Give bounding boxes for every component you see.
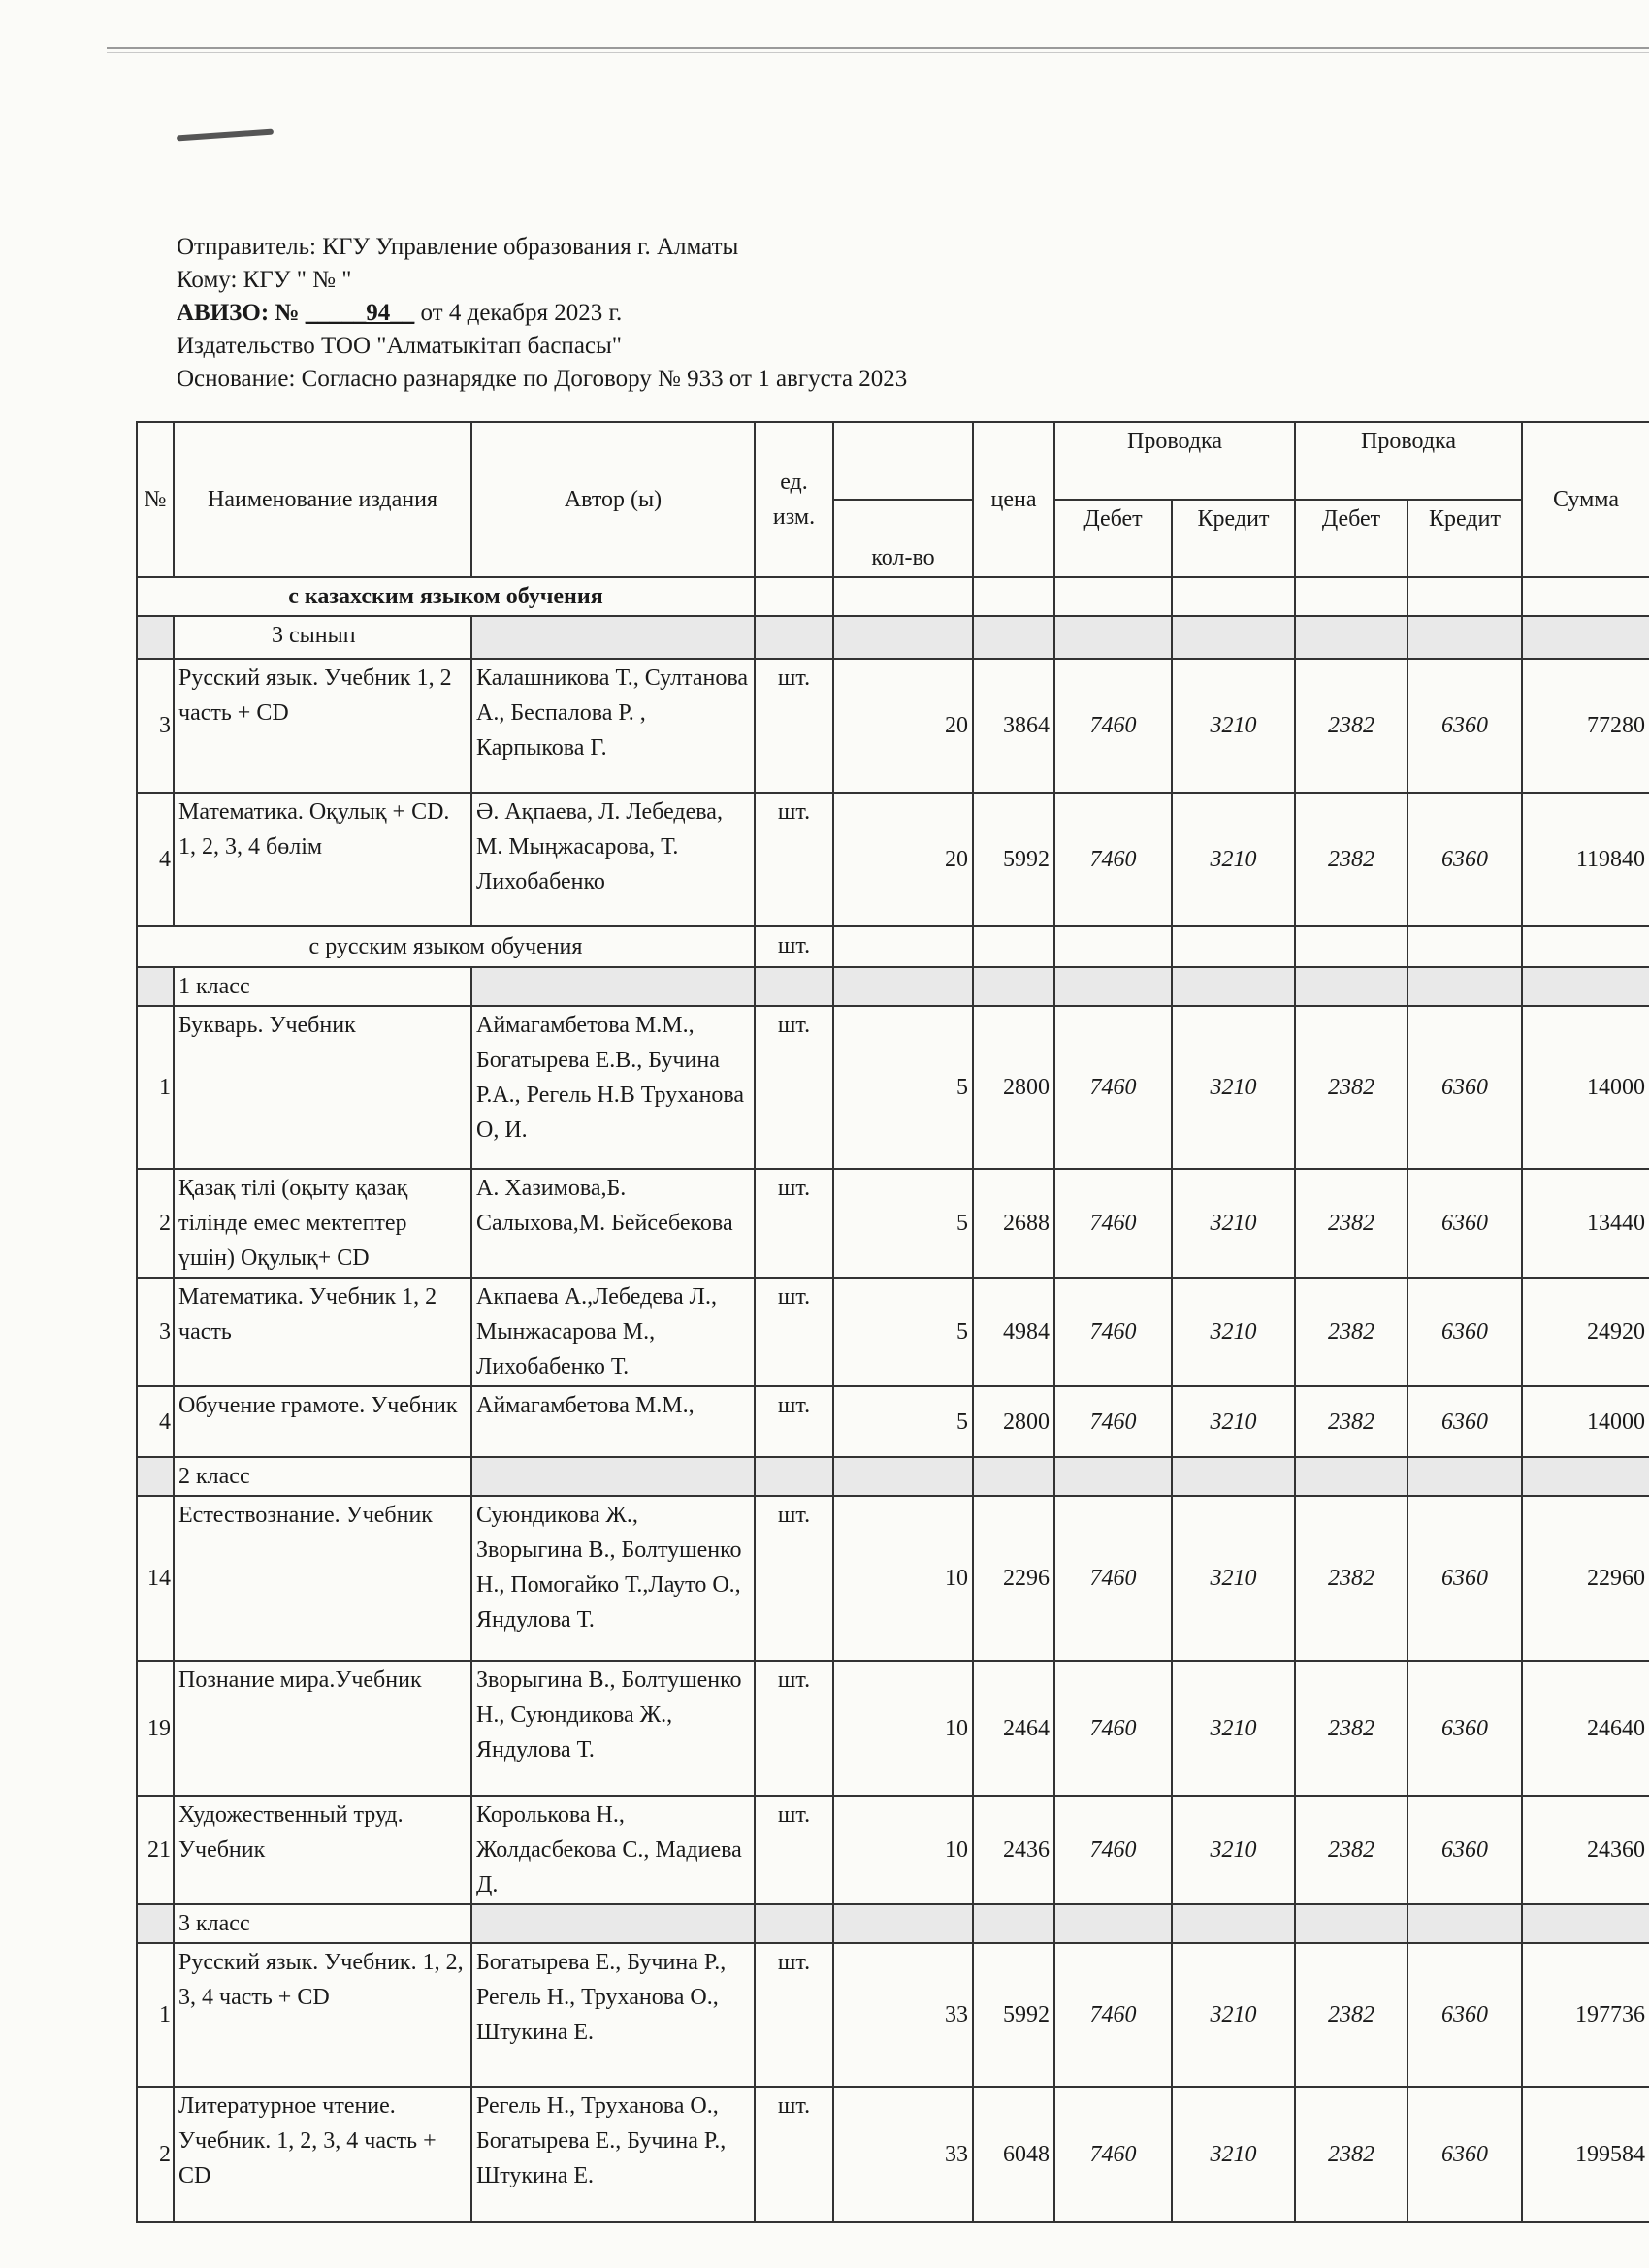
table-row xyxy=(137,1943,1649,2087)
row-author: Аймагамбетова М.М., Богатырева Е.В., Бучина Р.А., Регель Н.В Труханова О, И. xyxy=(471,1006,755,1169)
col-header-price: цена xyxy=(973,422,1054,577)
row-author: А. Хазимова,Б. Салыхова,М. Бейсебекова xyxy=(471,1169,755,1278)
grade-empty-cell xyxy=(1172,967,1295,1006)
col-header-qty: кол-во xyxy=(833,500,973,577)
row-sum: 197736 xyxy=(1522,1943,1649,2087)
row-price: 6048 xyxy=(973,2087,1054,2222)
row-author: Королькова Н., Жолдасбекова С., Мадиева Д. xyxy=(471,1796,755,1904)
row-debit-1: 7460 xyxy=(1054,793,1172,926)
row-title: Русский язык. Учебник. 1, 2, 3, 4 часть + CD xyxy=(174,1943,471,2087)
section-empty-cell xyxy=(1172,926,1295,967)
col-header-qty-top xyxy=(833,422,973,500)
row-qty: 10 xyxy=(833,1496,973,1661)
basis-line: Основание: Согласно разнарядке по Договору № 933 от 1 августа 2023 xyxy=(177,366,908,392)
row-debit-2: 2382 xyxy=(1295,1278,1407,1386)
section-empty-cell xyxy=(1407,577,1522,616)
row-credit-2: 6360 xyxy=(1407,1661,1522,1796)
section-unit: шт. xyxy=(755,926,833,967)
grade-empty-cell xyxy=(755,1904,833,1943)
row-debit-2: 2382 xyxy=(1295,1661,1407,1796)
table-row xyxy=(137,2087,1649,2222)
row-qty: 5 xyxy=(833,1169,973,1278)
row-sum: 24920 xyxy=(1522,1278,1649,1386)
grade-empty-cell xyxy=(1522,967,1649,1006)
grade-empty-cell xyxy=(755,1457,833,1496)
row-debit-1: 7460 xyxy=(1054,1006,1172,1169)
row-author: Ә. Ақпаева, Л. Лебедева, М. Мыңжасарова, Т. Лихобабенко xyxy=(471,793,755,926)
section-empty-cell xyxy=(973,577,1054,616)
table-row xyxy=(137,1661,1649,1796)
row-unit: шт. xyxy=(755,2087,833,2222)
row-qty: 20 xyxy=(833,793,973,926)
row-title: Художественный труд. Учебник xyxy=(174,1796,471,1904)
grade-empty-cell xyxy=(1054,616,1172,659)
row-price: 2800 xyxy=(973,1006,1054,1169)
row-credit-2: 6360 xyxy=(1407,1796,1522,1904)
row-credit-1: 3210 xyxy=(1172,1278,1295,1386)
grade-empty-cell xyxy=(973,1904,1054,1943)
row-sum: 22960 xyxy=(1522,1496,1649,1661)
grade-row xyxy=(137,616,1649,659)
section-empty-cell xyxy=(1054,577,1172,616)
row-unit: шт. xyxy=(755,1278,833,1386)
section-empty-cell xyxy=(833,926,973,967)
row-debit-2: 2382 xyxy=(1295,1006,1407,1169)
row-debit-1: 7460 xyxy=(1054,1169,1172,1278)
grade-label: 2 класс xyxy=(174,1457,471,1496)
row-debit-1: 7460 xyxy=(1054,1943,1172,2087)
col-header-debit-1: Дебет xyxy=(1054,500,1172,577)
col-header-sum: Сумма xyxy=(1522,422,1649,577)
row-author: Калашникова Т., Султанова А., Беспалова Р. , Карпыкова Г. xyxy=(471,659,755,793)
row-qty: 33 xyxy=(833,2087,973,2222)
col-header-name: Наименование издания xyxy=(174,422,471,577)
grade-empty-cell xyxy=(755,967,833,1006)
avizo-line xyxy=(177,297,907,330)
row-qty: 10 xyxy=(833,1796,973,1904)
section-empty-cell xyxy=(1407,926,1522,967)
row-author: Суюндикова Ж., Зворыгина В., Болтушенко Н., Помогайко Т.,Лауто О., Яндулова Т. xyxy=(471,1496,755,1661)
section-title: с казахским языком обучения xyxy=(137,577,755,616)
row-credit-1: 3210 xyxy=(1172,793,1295,926)
grade-empty-cell xyxy=(1295,1457,1407,1496)
section-empty-cell xyxy=(1522,926,1649,967)
grade-empty-cell xyxy=(1295,967,1407,1006)
row-debit-2: 2382 xyxy=(1295,1943,1407,2087)
row-sum: 77280 xyxy=(1522,659,1649,793)
row-sum: 199584 xyxy=(1522,2087,1649,2222)
row-sum: 14000 xyxy=(1522,1006,1649,1169)
section-empty-cell xyxy=(973,926,1054,967)
row-price: 5992 xyxy=(973,1943,1054,2087)
row-qty: 20 xyxy=(833,659,973,793)
row-author: Регель Н., Труханова О., Богатырева Е., Бучина Р., Штукина Е. xyxy=(471,2087,755,2222)
section-empty-cell xyxy=(1172,577,1295,616)
row-unit: шт. xyxy=(755,659,833,793)
row-debit-2: 2382 xyxy=(1295,1496,1407,1661)
row-credit-2: 6360 xyxy=(1407,1386,1522,1457)
row-qty: 5 xyxy=(833,1006,973,1169)
grade-empty-cell xyxy=(833,616,973,659)
grade-empty-cell xyxy=(1407,616,1522,659)
grade-row xyxy=(137,967,1649,1006)
row-debit-2: 2382 xyxy=(1295,1386,1407,1457)
row-qty: 5 xyxy=(833,1278,973,1386)
row-title: Қазақ тілі (оқыту қазақ тілінде емес мектептер үшін) Оқулық+ CD xyxy=(174,1169,471,1278)
row-credit-2: 6360 xyxy=(1407,1278,1522,1386)
row-sum: 24640 xyxy=(1522,1661,1649,1796)
row-number: 2 xyxy=(137,1169,174,1278)
table-body xyxy=(137,577,1649,2222)
grade-empty-cell xyxy=(471,1457,755,1496)
row-debit-1: 7460 xyxy=(1054,1496,1172,1661)
row-credit-2: 6360 xyxy=(1407,1169,1522,1278)
row-credit-2: 6360 xyxy=(1407,659,1522,793)
row-debit-1: 7460 xyxy=(1054,2087,1172,2222)
row-unit: шт. xyxy=(755,1943,833,2087)
row-sum: 119840 xyxy=(1522,793,1649,926)
grade-row xyxy=(137,1457,1649,1496)
grade-empty-cell xyxy=(1522,1457,1649,1496)
top-scan-rule xyxy=(107,47,1649,49)
row-qty: 10 xyxy=(833,1661,973,1796)
row-price: 2436 xyxy=(973,1796,1054,1904)
row-unit: шт. xyxy=(755,1796,833,1904)
section-empty-cell xyxy=(1522,577,1649,616)
grade-empty-cell xyxy=(973,967,1054,1006)
row-unit: шт. xyxy=(755,793,833,926)
grade-empty-cell xyxy=(471,1904,755,1943)
row-title: Познание мира.Учебник xyxy=(174,1661,471,1796)
row-price: 5992 xyxy=(973,793,1054,926)
row-debit-1: 7460 xyxy=(1054,1796,1172,1904)
grade-empty-cell xyxy=(1054,1457,1172,1496)
avizo-number: _____94__ xyxy=(305,300,415,326)
row-credit-1: 3210 xyxy=(1172,1496,1295,1661)
sender-line: Отправитель: КГУ Управление образования г. Алматы xyxy=(177,234,739,260)
row-debit-1: 7460 xyxy=(1054,659,1172,793)
row-debit-1: 7460 xyxy=(1054,1661,1172,1796)
grade-empty-cell xyxy=(755,616,833,659)
grade-empty-no xyxy=(137,1904,174,1943)
row-sum: 13440 xyxy=(1522,1169,1649,1278)
header-row-top xyxy=(137,422,1649,500)
grade-empty-cell xyxy=(833,1457,973,1496)
row-title: Русский язык. Учебник 1, 2 часть + CD xyxy=(174,659,471,793)
row-debit-1: 7460 xyxy=(1054,1386,1172,1457)
row-qty: 33 xyxy=(833,1943,973,2087)
row-author: Акпаева А.,Лебедева Л., Мынжасарова М., Лихобабенко Т. xyxy=(471,1278,755,1386)
grade-empty-cell xyxy=(1054,1904,1172,1943)
row-sum: 24360 xyxy=(1522,1796,1649,1904)
row-qty: 5 xyxy=(833,1386,973,1457)
row-unit: шт. xyxy=(755,1496,833,1661)
row-price: 2296 xyxy=(973,1496,1054,1661)
row-credit-2: 6360 xyxy=(1407,2087,1522,2222)
row-unit: шт. xyxy=(755,1169,833,1278)
row-number: 3 xyxy=(137,659,174,793)
col-header-author: Автор (ы) xyxy=(471,422,755,577)
grade-empty-cell xyxy=(1522,1904,1649,1943)
row-author: Богатырева Е., Бучина Р., Регель Н., Труханова О., Штукина Е. xyxy=(471,1943,755,2087)
section-empty-cell xyxy=(1295,926,1407,967)
avizo-label: АВИЗО: № xyxy=(177,300,300,326)
row-debit-2: 2382 xyxy=(1295,1796,1407,1904)
grade-label: 3 класс xyxy=(174,1904,471,1943)
row-credit-1: 3210 xyxy=(1172,659,1295,793)
row-unit: шт. xyxy=(755,1661,833,1796)
row-number: 4 xyxy=(137,793,174,926)
grade-empty-cell xyxy=(973,616,1054,659)
grade-empty-cell xyxy=(1295,616,1407,659)
grade-empty-cell xyxy=(1172,1457,1295,1496)
row-unit: шт. xyxy=(755,1006,833,1169)
col-header-no: № xyxy=(137,422,174,577)
grade-empty-cell xyxy=(1172,616,1295,659)
section-title: с русским языком обучения xyxy=(137,926,755,967)
row-credit-1: 3210 xyxy=(1172,1943,1295,2087)
col-header-posting-1: Проводка xyxy=(1054,422,1295,500)
document-header xyxy=(177,231,907,396)
row-number: 19 xyxy=(137,1661,174,1796)
grade-empty-cell xyxy=(833,967,973,1006)
col-header-credit-1: Кредит xyxy=(1172,500,1295,577)
avizo-table xyxy=(136,421,1649,2223)
row-number: 3 xyxy=(137,1278,174,1386)
row-credit-2: 6360 xyxy=(1407,1943,1522,2087)
col-header-posting-2: Проводка xyxy=(1295,422,1522,500)
row-title: Математика. Оқулық + CD. 1, 2, 3, 4 бөлім xyxy=(174,793,471,926)
row-credit-2: 6360 xyxy=(1407,1496,1522,1661)
grade-empty-cell xyxy=(833,1904,973,1943)
row-number: 14 xyxy=(137,1496,174,1661)
staple-mark xyxy=(177,129,274,142)
row-title: Литературное чтение. Учебник. 1, 2, 3, 4 часть + CD xyxy=(174,2087,471,2222)
row-price: 2800 xyxy=(973,1386,1054,1457)
grade-empty-cell xyxy=(1295,1904,1407,1943)
grade-empty-cell xyxy=(1172,1904,1295,1943)
recipient-line: Кому: КГУ " № " xyxy=(177,267,352,293)
table-row xyxy=(137,793,1649,926)
row-debit-1: 7460 xyxy=(1054,1278,1172,1386)
grade-empty-cell xyxy=(471,967,755,1006)
grade-empty-cell xyxy=(973,1457,1054,1496)
grade-empty-cell xyxy=(1407,1457,1522,1496)
row-debit-2: 2382 xyxy=(1295,2087,1407,2222)
row-price: 2688 xyxy=(973,1169,1054,1278)
row-number: 2 xyxy=(137,2087,174,2222)
row-price: 2464 xyxy=(973,1661,1054,1796)
table-row xyxy=(137,1796,1649,1904)
grade-label: 1 класс xyxy=(174,967,471,1006)
avizo-date: от 4 декабря 2023 г. xyxy=(420,300,623,326)
col-header-credit-2: Кредит xyxy=(1407,500,1522,577)
publisher-line: Издательство ТОО "Алматыкітап баспасы" xyxy=(177,333,623,359)
row-credit-1: 3210 xyxy=(1172,1169,1295,1278)
row-credit-1: 3210 xyxy=(1172,1661,1295,1796)
section-empty-cell xyxy=(1295,577,1407,616)
row-author: Аймагамбетова М.М., xyxy=(471,1386,755,1457)
grade-empty-cell xyxy=(471,616,755,659)
col-header-debit-2: Дебет xyxy=(1295,500,1407,577)
row-unit: шт. xyxy=(755,1386,833,1457)
row-debit-2: 2382 xyxy=(1295,1169,1407,1278)
row-price: 4984 xyxy=(973,1278,1054,1386)
row-number: 1 xyxy=(137,1943,174,2087)
grade-empty-no xyxy=(137,616,174,659)
table-row xyxy=(137,1496,1649,1661)
table-row xyxy=(137,1006,1649,1169)
grade-empty-cell xyxy=(1407,967,1522,1006)
col-header-unit: ед. изм. xyxy=(755,422,833,577)
row-title: Обучение грамоте. Учебник xyxy=(174,1386,471,1457)
section-empty-cell xyxy=(833,577,973,616)
grade-empty-cell xyxy=(1407,1904,1522,1943)
row-author: Зворыгина В., Болтушенко Н., Суюндикова Ж., Яндулова Т. xyxy=(471,1661,755,1796)
grade-empty-no xyxy=(137,967,174,1006)
row-number: 4 xyxy=(137,1386,174,1457)
row-credit-1: 3210 xyxy=(1172,1006,1295,1169)
table-row xyxy=(137,1169,1649,1278)
section-empty-cell xyxy=(1054,926,1172,967)
row-credit-1: 3210 xyxy=(1172,2087,1295,2222)
grade-empty-cell xyxy=(1054,967,1172,1006)
row-sum: 14000 xyxy=(1522,1386,1649,1457)
section-row xyxy=(137,926,1649,967)
row-credit-2: 6360 xyxy=(1407,793,1522,926)
row-title: Букварь. Учебник xyxy=(174,1006,471,1169)
row-credit-1: 3210 xyxy=(1172,1386,1295,1457)
row-number: 21 xyxy=(137,1796,174,1904)
row-number: 1 xyxy=(137,1006,174,1169)
row-title: Естествознание. Учебник xyxy=(174,1496,471,1661)
row-title: Математика. Учебник 1, 2 часть xyxy=(174,1278,471,1386)
table-row xyxy=(137,1386,1649,1457)
row-debit-2: 2382 xyxy=(1295,793,1407,926)
grade-label: 3 сынып xyxy=(174,616,471,659)
row-debit-2: 2382 xyxy=(1295,659,1407,793)
grade-row xyxy=(137,1904,1649,1943)
top-scan-rule-thin xyxy=(107,52,1649,53)
row-price: 3864 xyxy=(973,659,1054,793)
section-unit xyxy=(755,577,833,616)
grade-empty-cell xyxy=(1522,616,1649,659)
grade-empty-no xyxy=(137,1457,174,1496)
row-credit-1: 3210 xyxy=(1172,1796,1295,1904)
table-row xyxy=(137,659,1649,793)
section-row xyxy=(137,577,1649,616)
table-row xyxy=(137,1278,1649,1386)
row-credit-2: 6360 xyxy=(1407,1006,1522,1169)
